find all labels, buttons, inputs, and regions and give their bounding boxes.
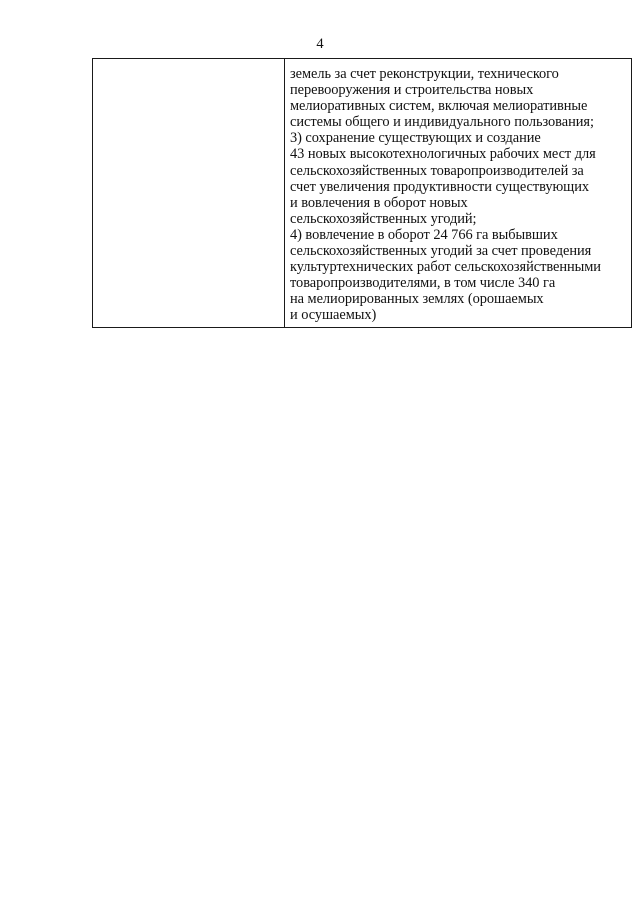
table-cell-left bbox=[93, 59, 285, 328]
table-row bbox=[93, 59, 632, 328]
text-line: 3) сохранение существующих и создание bbox=[290, 130, 541, 147]
page-number: 4 bbox=[316, 36, 324, 52]
text-line: сельскохозяйственных угодий; bbox=[290, 210, 477, 227]
text-line: мелиоративных систем, включая мелиоративные bbox=[290, 98, 588, 115]
text-line: счет увеличения продуктивности существующих bbox=[290, 178, 590, 195]
text-line: культуртехнических работ сельскохозяйственными bbox=[290, 259, 601, 276]
text-line: сельскохозяйственных угодий за счет проведения bbox=[290, 243, 592, 260]
text-line: на мелиорированных землях (орошаемых bbox=[290, 291, 544, 308]
text-line: и вовлечения в оборот новых bbox=[290, 194, 468, 211]
text-line: сельскохозяйственных товаропроизводителей за bbox=[290, 162, 584, 179]
text-line: 43 новых высокотехнологичных рабочих мест для bbox=[290, 146, 596, 163]
text-line: системы общего и индивидуального пользования; bbox=[290, 114, 594, 131]
text-line: земель за счет реконструкции, технического bbox=[290, 66, 559, 82]
text-line: и осушаемых) bbox=[290, 307, 377, 324]
text-line: 4) вовлечение в оборот 24 766 га выбывших bbox=[290, 226, 558, 243]
text-line: перевооружения и строительства новых bbox=[290, 82, 534, 99]
table-cell-right bbox=[285, 59, 632, 328]
document-table bbox=[92, 58, 632, 328]
text-line: товаропроизводителями, в том числе 340 га bbox=[290, 275, 556, 292]
